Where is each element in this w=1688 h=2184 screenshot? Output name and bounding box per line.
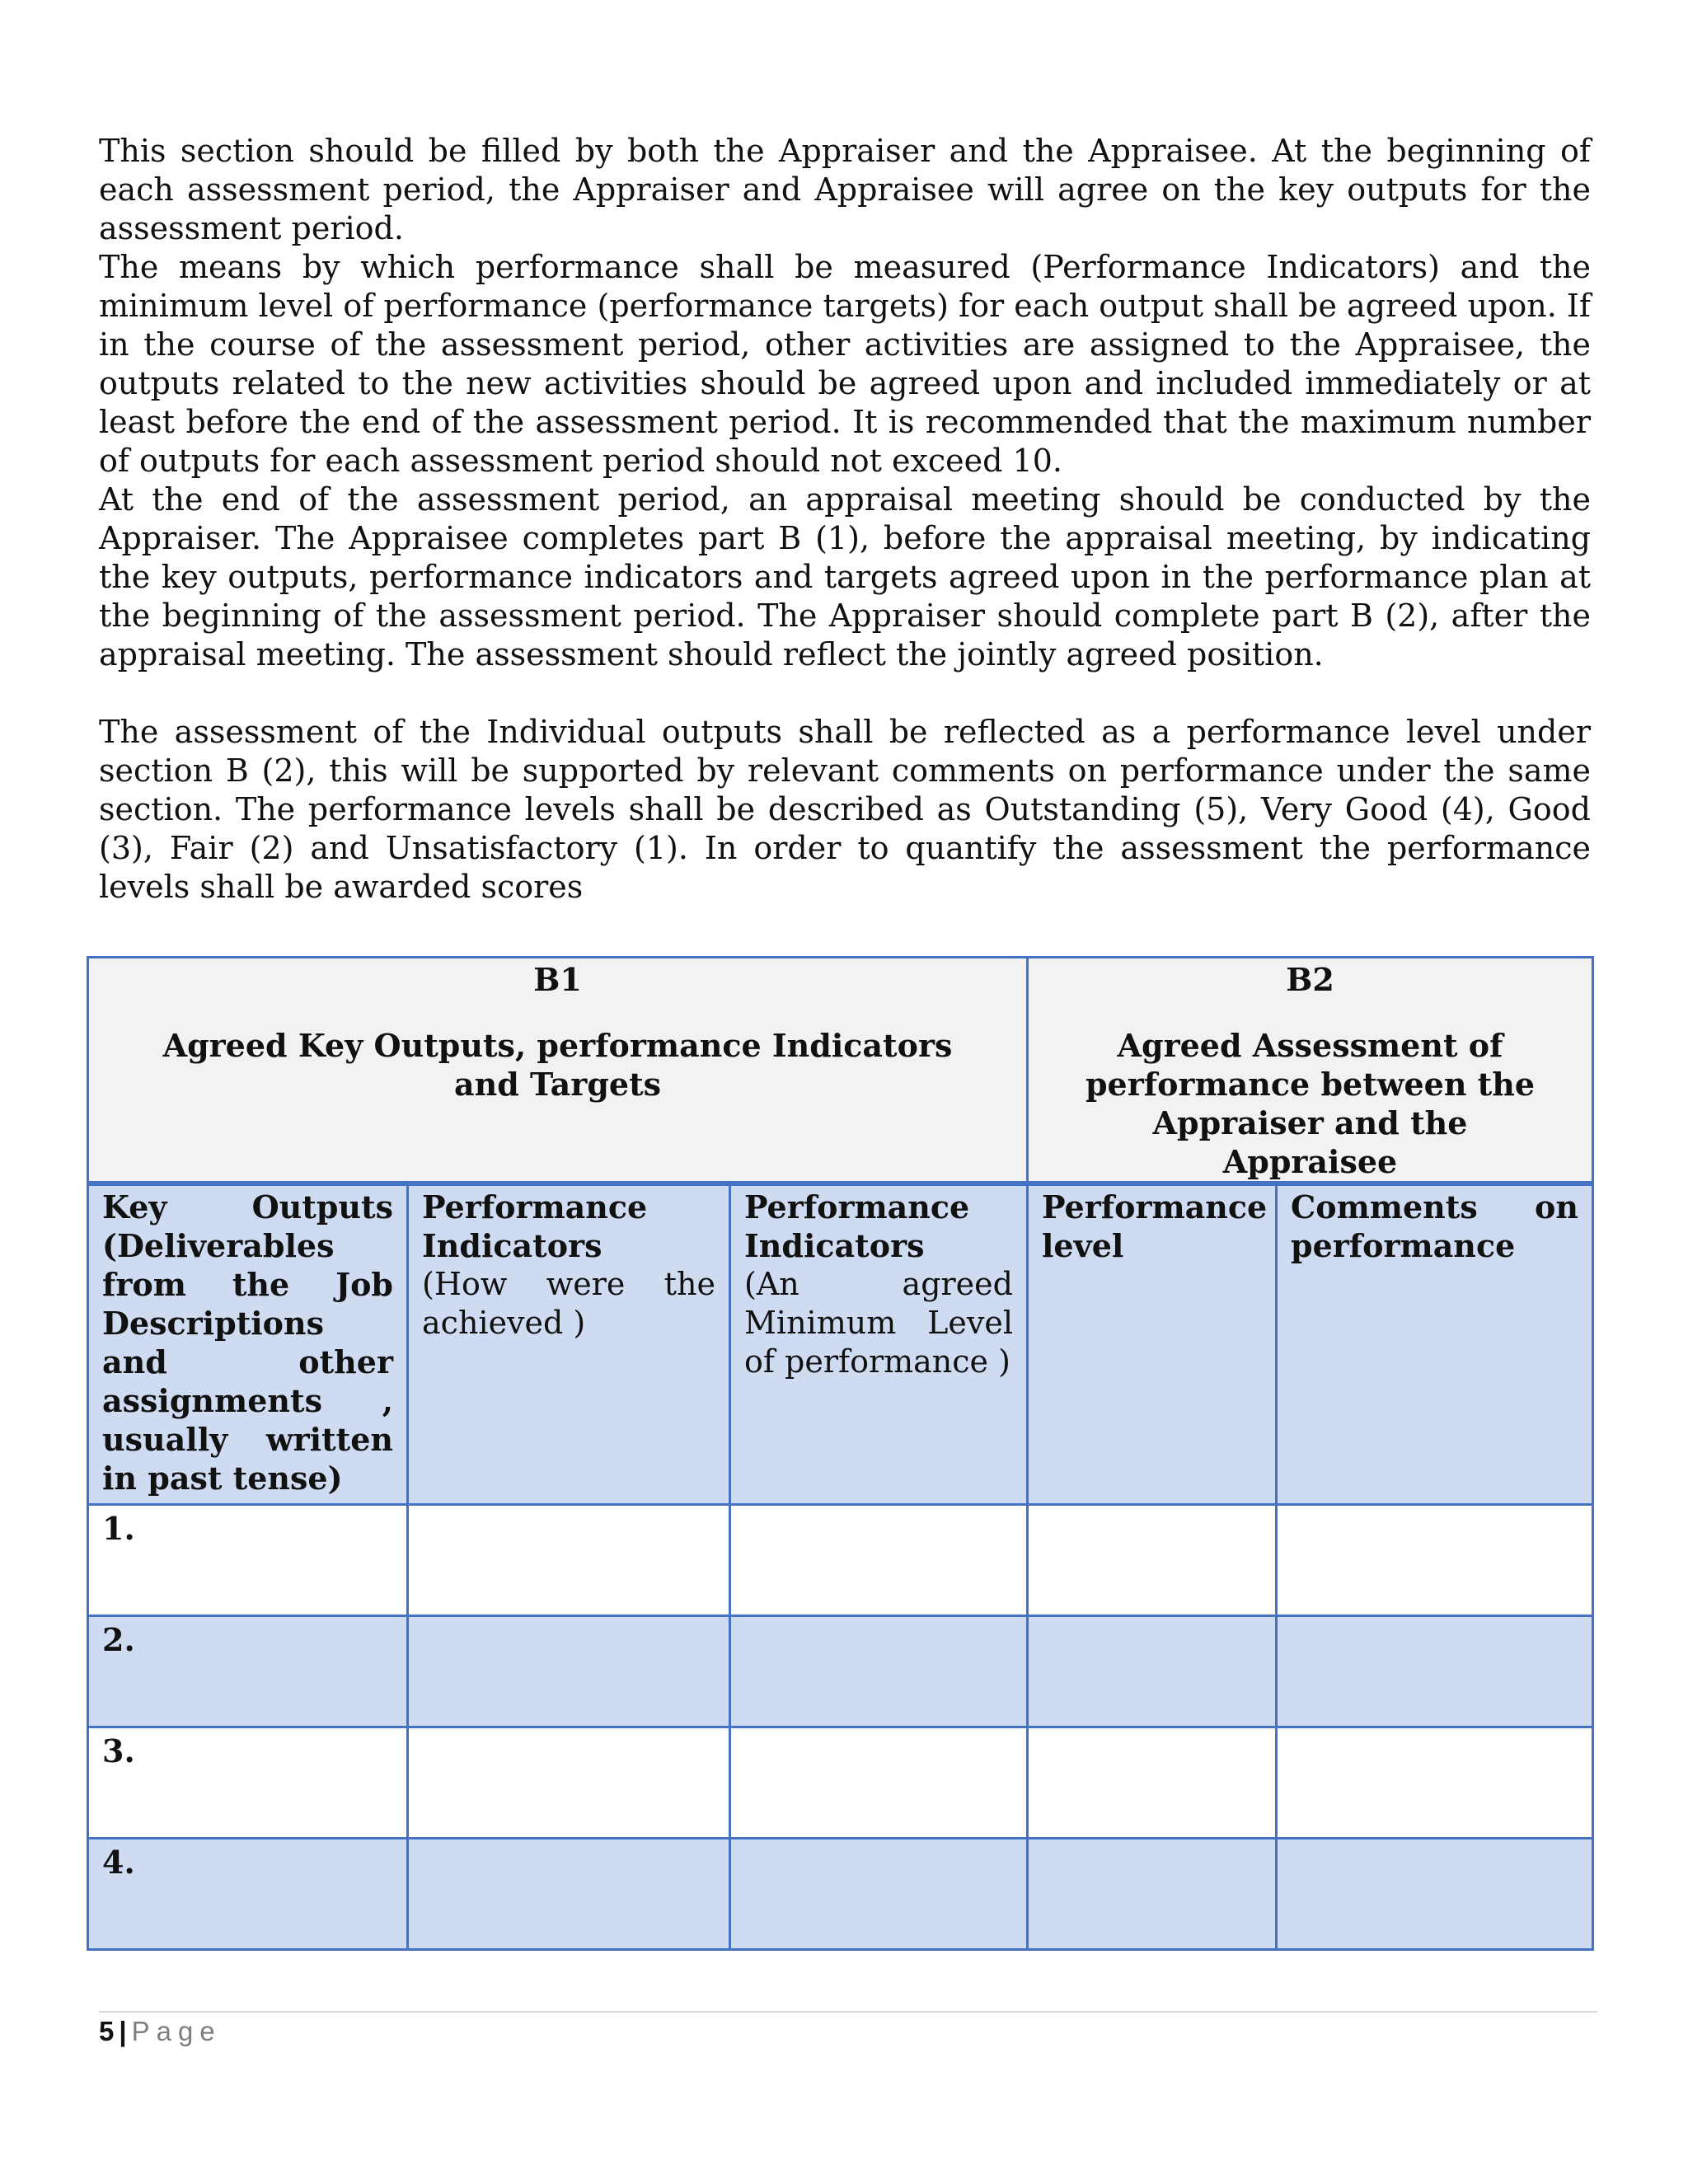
row-number: 3. (88, 1727, 408, 1839)
comments-cell[interactable] (1277, 1727, 1593, 1839)
row-number: 2. (88, 1616, 408, 1727)
paragraph-gap (99, 674, 1591, 713)
comments-cell[interactable] (1277, 1839, 1593, 1950)
column-header-indicators-target-label: Performance Indicators (744, 1188, 970, 1264)
table-row (88, 1839, 1593, 1950)
column-header-comments (1277, 1183, 1593, 1505)
section-b1-code: B1 (533, 961, 582, 998)
instructions-paragraph-4: The assessment of the Individual outputs shall be reflected as a performance level under section B (2), this will be supported by relevant comments on performance under the same section. The performance levels shall be described as Outstanding (5), Very Good (4), Good (3), Fair (2) and Unsatisfactory (1). In order to quantify the assessment the performance levels shall be awarded scores (99, 714, 1591, 905)
column-header-indicators-achieved-label: Performance Indicators (422, 1188, 648, 1264)
indicators-target-cell[interactable] (730, 1505, 1028, 1616)
instructions (99, 132, 1591, 907)
column-header-comments-label: Comments on performance (1291, 1188, 1578, 1264)
instructions-paragraph-1: This section should be filled by both the Appraiser and the Appraisee. At the beginning of each assessment period, the Appraiser and Appraisee will agree on the key outputs for the assessment period. (99, 133, 1591, 246)
section-b1-title: Agreed Key Outputs, performance Indicators and Targets (162, 1027, 953, 1103)
page-label: Page (131, 2016, 222, 2046)
column-header-key-outputs (88, 1183, 408, 1505)
indicators-achieved-cell[interactable] (408, 1839, 730, 1950)
section-b2-title: Agreed Assessment of performance between the Appraiser and the Appraisee (1085, 1027, 1536, 1180)
section-b2-header (1028, 958, 1593, 1184)
performance-level-cell[interactable] (1028, 1839, 1277, 1950)
column-header-performance-level-label: Performance level (1042, 1188, 1268, 1264)
column-header-indicators-target (730, 1183, 1028, 1505)
indicators-achieved-cell[interactable] (408, 1727, 730, 1839)
row-number: 1. (88, 1505, 408, 1616)
instructions-paragraph-2: The means by which performance shall be measured (Performance Indicators) and the minimum level of performance (performance targets) for each output shall be agreed upon. If in the course of the assessment period, other activities are assigned to the Appraisee, the outputs related to the new activities should be agreed upon and included immediately or at least before the end of the assessment period. It is recommended that the maximum number of outputs for each assessment period should not exceed 10. (99, 249, 1591, 479)
row-number: 4. (88, 1839, 408, 1950)
table-row (88, 1616, 1593, 1727)
column-header-performance-level (1028, 1183, 1277, 1505)
indicators-target-cell[interactable] (730, 1727, 1028, 1839)
indicators-achieved-cell[interactable] (408, 1616, 730, 1727)
indicators-achieved-cell[interactable] (408, 1505, 730, 1616)
performance-plan-table (87, 956, 1594, 1951)
section-b2-code: B2 (1286, 961, 1334, 998)
performance-level-cell[interactable] (1028, 1727, 1277, 1839)
instructions-paragraph-3: At the end of the assessment period, an appraisal meeting should be conducted by the Appraiser. The Appraisee completes part B (1), before the appraisal meeting, by indicating the key outputs, performance indicators and targets agreed upon in the performance plan at the beginning of the assessment period. The Appraiser should complete part B (2), after the appraisal meeting. The assessment should reflect the jointly agreed position. (99, 481, 1591, 673)
section-b1-header (88, 958, 1028, 1184)
column-header-indicators-achieved (408, 1183, 730, 1505)
section-header-row (88, 958, 1593, 1184)
column-header-key-outputs-label: Key Outputs (Deliverables from the Job Descriptions and other assignments , usually written in past tense) (102, 1188, 393, 1497)
column-header-row (88, 1183, 1593, 1505)
table-row (88, 1727, 1593, 1839)
performance-level-cell[interactable] (1028, 1505, 1277, 1616)
indicators-target-cell[interactable] (730, 1616, 1028, 1727)
table-row (88, 1505, 1593, 1616)
column-header-indicators-achieved-note: (How were the achieved ) (422, 1266, 715, 1341)
column-header-indicators-target-note: (An agreed Minimum Level of performance ) (744, 1266, 1013, 1380)
comments-cell[interactable] (1277, 1505, 1593, 1616)
page-number: 5 (99, 2016, 115, 2046)
performance-level-cell[interactable] (1028, 1616, 1277, 1727)
indicators-target-cell[interactable] (730, 1839, 1028, 1950)
footer-separator: | (119, 2016, 127, 2046)
comments-cell[interactable] (1277, 1616, 1593, 1727)
footer-divider (99, 2011, 1597, 2013)
page-footer (99, 2016, 222, 2047)
